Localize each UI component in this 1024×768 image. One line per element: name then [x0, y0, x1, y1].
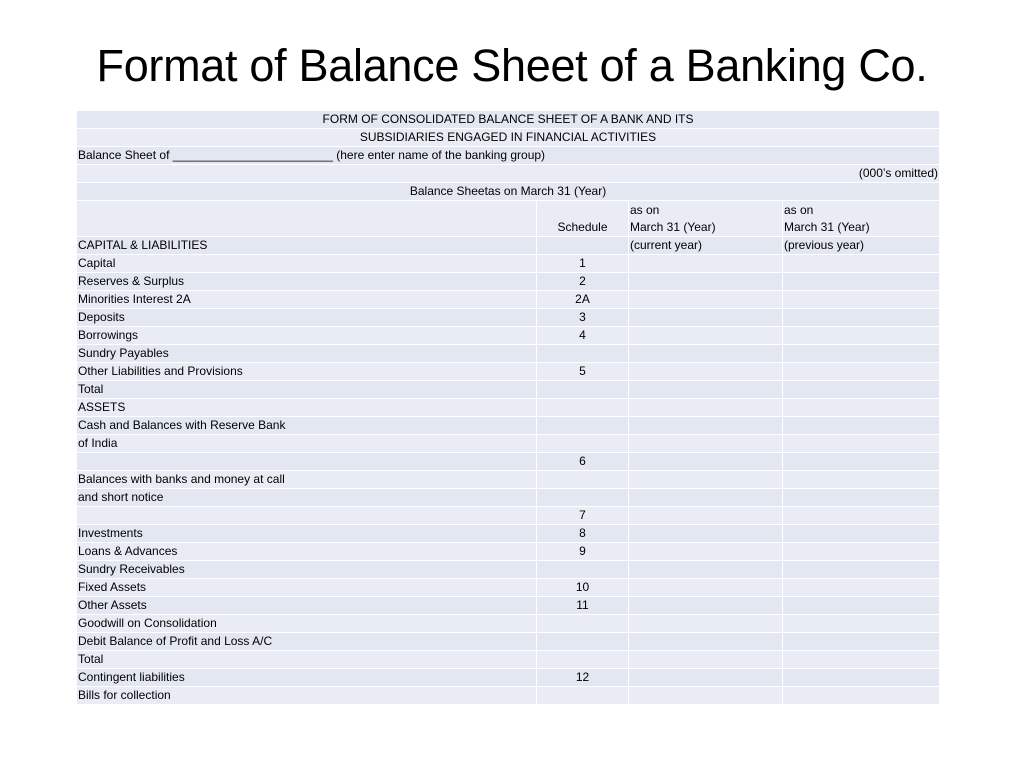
row-schedule	[537, 381, 629, 399]
omitted-note: (000’s omitted)	[77, 165, 940, 183]
row-previous-year	[783, 543, 940, 561]
row-label: ASSETS	[77, 399, 537, 417]
row-label: Other Assets	[77, 597, 537, 615]
row-schedule	[537, 399, 629, 417]
row-label: Bills for collection	[77, 687, 537, 705]
row-schedule	[537, 435, 629, 453]
omitted-row	[77, 165, 940, 183]
table-row	[77, 651, 940, 669]
row-current-year	[629, 633, 783, 651]
row-current-year	[629, 363, 783, 381]
header-blank-cell	[77, 201, 537, 237]
row-previous-year	[783, 363, 940, 381]
row-previous-year	[783, 435, 940, 453]
table-row	[77, 687, 940, 705]
row-previous-year	[783, 525, 940, 543]
row-current-year	[629, 417, 783, 435]
row-label: Debit Balance of Profit and Loss A/C	[77, 633, 537, 651]
row-schedule	[537, 561, 629, 579]
row-schedule	[537, 237, 629, 255]
current-as-on: as on	[630, 203, 660, 217]
row-previous-year	[783, 273, 940, 291]
table-row	[77, 597, 940, 615]
row-schedule: 11	[537, 597, 629, 615]
row-label	[77, 507, 537, 525]
row-label: Capital	[77, 255, 537, 273]
row-label: Total	[77, 651, 537, 669]
row-label: Cash and Balances with Reserve Bank	[77, 417, 537, 435]
row-current-year	[629, 489, 783, 507]
row-label	[77, 453, 537, 471]
previous-as-on: as on	[784, 203, 814, 217]
row-schedule	[537, 615, 629, 633]
row-schedule: 3	[537, 309, 629, 327]
row-previous-year	[783, 669, 940, 687]
previous-year-header	[783, 201, 940, 237]
as-on-row	[77, 183, 940, 201]
row-schedule	[537, 489, 629, 507]
balance-sheet-of-text: Balance Sheet of ________________________ (here enter name of the banking group)	[77, 147, 940, 165]
row-schedule: 2A	[537, 291, 629, 309]
table-row	[77, 363, 940, 381]
row-previous-year	[783, 327, 940, 345]
row-label: CAPITAL & LIABILITIES	[77, 237, 537, 255]
row-current-year	[629, 543, 783, 561]
table-row	[77, 399, 940, 417]
table-row	[77, 669, 940, 687]
row-previous-year	[783, 255, 940, 273]
row-current-year	[629, 597, 783, 615]
row-previous-year	[783, 633, 940, 651]
row-current-year	[629, 615, 783, 633]
row-previous-year	[783, 615, 940, 633]
row-schedule	[537, 471, 629, 489]
balance-sheet-of-row	[77, 147, 940, 165]
table-row	[77, 417, 940, 435]
row-previous-year: (previous year)	[783, 237, 940, 255]
row-current-year	[629, 669, 783, 687]
row-label: Other Liabilities and Provisions	[77, 363, 537, 381]
form-title-row-2	[77, 129, 940, 147]
schedule-header: Schedule	[537, 201, 629, 237]
row-label: Contingent liabilities	[77, 669, 537, 687]
table-row	[77, 237, 940, 255]
table-row	[77, 489, 940, 507]
row-schedule: 1	[537, 255, 629, 273]
row-schedule: 9	[537, 543, 629, 561]
row-label: Deposits	[77, 309, 537, 327]
table-row	[77, 291, 940, 309]
row-previous-year	[783, 561, 940, 579]
row-current-year	[629, 507, 783, 525]
form-title-line-2: SUBSIDIARIES ENGAGED IN FINANCIAL ACTIVITIES	[77, 129, 940, 147]
row-schedule: 2	[537, 273, 629, 291]
row-current-year: (current year)	[629, 237, 783, 255]
table-row	[77, 525, 940, 543]
row-current-year	[629, 255, 783, 273]
row-label: Investments	[77, 525, 537, 543]
row-previous-year	[783, 381, 940, 399]
row-schedule	[537, 345, 629, 363]
row-previous-year	[783, 399, 940, 417]
row-schedule: 12	[537, 669, 629, 687]
table-row	[77, 381, 940, 399]
row-current-year	[629, 435, 783, 453]
row-label: Loans & Advances	[77, 543, 537, 561]
table-row	[77, 453, 940, 471]
row-current-year	[629, 345, 783, 363]
row-previous-year	[783, 291, 940, 309]
table-row	[77, 255, 940, 273]
balance-sheet-table	[76, 110, 940, 705]
row-current-year	[629, 399, 783, 417]
row-previous-year	[783, 489, 940, 507]
table-row	[77, 579, 940, 597]
row-schedule	[537, 633, 629, 651]
table-row	[77, 633, 940, 651]
row-label: Sundry Payables	[77, 345, 537, 363]
row-previous-year	[783, 597, 940, 615]
row-current-year	[629, 687, 783, 705]
row-label: Goodwill on Consolidation	[77, 615, 537, 633]
form-title-line-1: FORM OF CONSOLIDATED BALANCE SHEET OF A BANK AND ITS	[77, 111, 940, 129]
table-row	[77, 273, 940, 291]
row-schedule: 5	[537, 363, 629, 381]
row-schedule: 10	[537, 579, 629, 597]
table-row	[77, 327, 940, 345]
table-row	[77, 615, 940, 633]
previous-date: March 31 (Year)	[784, 220, 870, 234]
table-row	[77, 309, 940, 327]
row-current-year	[629, 291, 783, 309]
row-label: Fixed Assets	[77, 579, 537, 597]
row-current-year	[629, 327, 783, 345]
row-previous-year	[783, 453, 940, 471]
row-current-year	[629, 453, 783, 471]
row-label: Sundry Receivables	[77, 561, 537, 579]
row-current-year	[629, 273, 783, 291]
row-schedule: 7	[537, 507, 629, 525]
row-current-year	[629, 381, 783, 399]
row-previous-year	[783, 309, 940, 327]
row-previous-year	[783, 345, 940, 363]
row-current-year	[629, 525, 783, 543]
current-date: March 31 (Year)	[630, 220, 716, 234]
row-previous-year	[783, 471, 940, 489]
row-current-year	[629, 309, 783, 327]
row-previous-year	[783, 507, 940, 525]
table-row	[77, 507, 940, 525]
current-year-header	[629, 201, 783, 237]
balance-sheet-as-on: Balance Sheetas on March 31 (Year)	[77, 183, 940, 201]
table-row	[77, 345, 940, 363]
table-row	[77, 561, 940, 579]
form-title-row-1	[77, 111, 940, 129]
row-label: Balances with banks and money at call	[77, 471, 537, 489]
row-label: Reserves & Surplus	[77, 273, 537, 291]
row-current-year	[629, 651, 783, 669]
row-schedule: 8	[537, 525, 629, 543]
table-row	[77, 471, 940, 489]
row-previous-year	[783, 687, 940, 705]
table-row	[77, 543, 940, 561]
row-current-year	[629, 579, 783, 597]
row-schedule	[537, 687, 629, 705]
row-previous-year	[783, 417, 940, 435]
row-schedule: 6	[537, 453, 629, 471]
slide-title: Format of Balance Sheet of a Banking Co.	[96, 40, 928, 91]
row-schedule	[537, 651, 629, 669]
balance-sheet-body	[77, 111, 940, 705]
row-label: Total	[77, 381, 537, 399]
row-label: and short notice	[77, 489, 537, 507]
table-row	[77, 435, 940, 453]
row-previous-year	[783, 579, 940, 597]
row-label: Minorities Interest 2A	[77, 291, 537, 309]
row-schedule: 4	[537, 327, 629, 345]
row-current-year	[629, 561, 783, 579]
row-label: Borrowings	[77, 327, 537, 345]
row-label: of India	[77, 435, 537, 453]
column-header-row	[77, 201, 940, 237]
row-previous-year	[783, 651, 940, 669]
row-current-year	[629, 471, 783, 489]
row-schedule	[537, 417, 629, 435]
